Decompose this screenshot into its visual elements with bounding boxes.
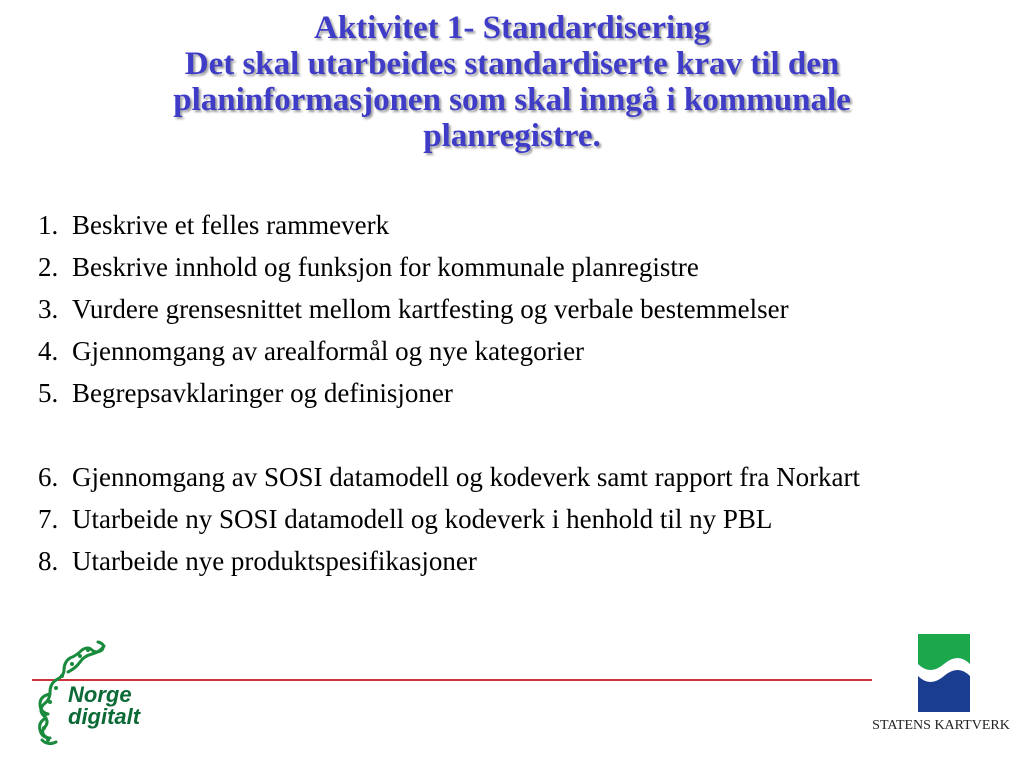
item-text: Gjennomgang av arealformål og nye kategorier — [72, 336, 585, 366]
item-number: 7. — [38, 504, 59, 534]
title-line-1: Aktivitet 1- Standardisering — [314, 10, 710, 46]
item-number: 4. — [38, 336, 59, 366]
item-number: 5. — [38, 378, 59, 408]
title-line-3: planinformasjonen som skal inngå i kommunale — [173, 82, 851, 118]
item-text: Utarbeide ny SOSI datamodell og kodeverk i henhold til ny PBL — [72, 504, 773, 534]
slide-title — [0, 10, 1024, 154]
title-line-4: planregistre. — [423, 118, 601, 154]
item-text: Gjennomgang av SOSI datamodell og kodeverk samt rapport fra Norkart — [72, 462, 861, 492]
statens-kartverk-label: STATENS KARTVERK — [872, 718, 1010, 733]
item-number: 1. — [38, 210, 59, 240]
item-number: 6. — [38, 462, 59, 492]
item-text: Vurdere grensesnittet mellom kartfesting og verbale bestemmelser — [72, 294, 789, 324]
item-text: Beskrive et felles rammeverk — [72, 210, 390, 240]
item-number: 3. — [38, 294, 59, 324]
item-number: 8. — [38, 546, 59, 576]
list-item — [38, 540, 998, 582]
item-text: Beskrive innhold og funksjon for kommunale planregistre — [72, 252, 699, 282]
title-line-2: Det skal utarbeides standardiserte krav til den — [184, 46, 840, 82]
list-item — [38, 246, 998, 288]
item-number: 2. — [38, 252, 59, 282]
list-item — [38, 288, 998, 330]
activity-list — [38, 204, 998, 582]
list-item — [38, 330, 998, 372]
list-item — [38, 498, 998, 540]
footer-divider — [32, 679, 872, 681]
norge-digitalt-line2: digitalt — [68, 704, 141, 729]
list-item — [38, 456, 998, 498]
statens-kartverk-logo — [918, 634, 970, 712]
list-item — [38, 372, 998, 414]
norge-digitalt-line1: Norge — [68, 682, 132, 707]
item-text: Utarbeide nye produktspesifikasjoner — [72, 546, 477, 576]
item-text: Begrepsavklaringer og definisjoner — [72, 378, 453, 408]
list-item — [38, 204, 998, 246]
